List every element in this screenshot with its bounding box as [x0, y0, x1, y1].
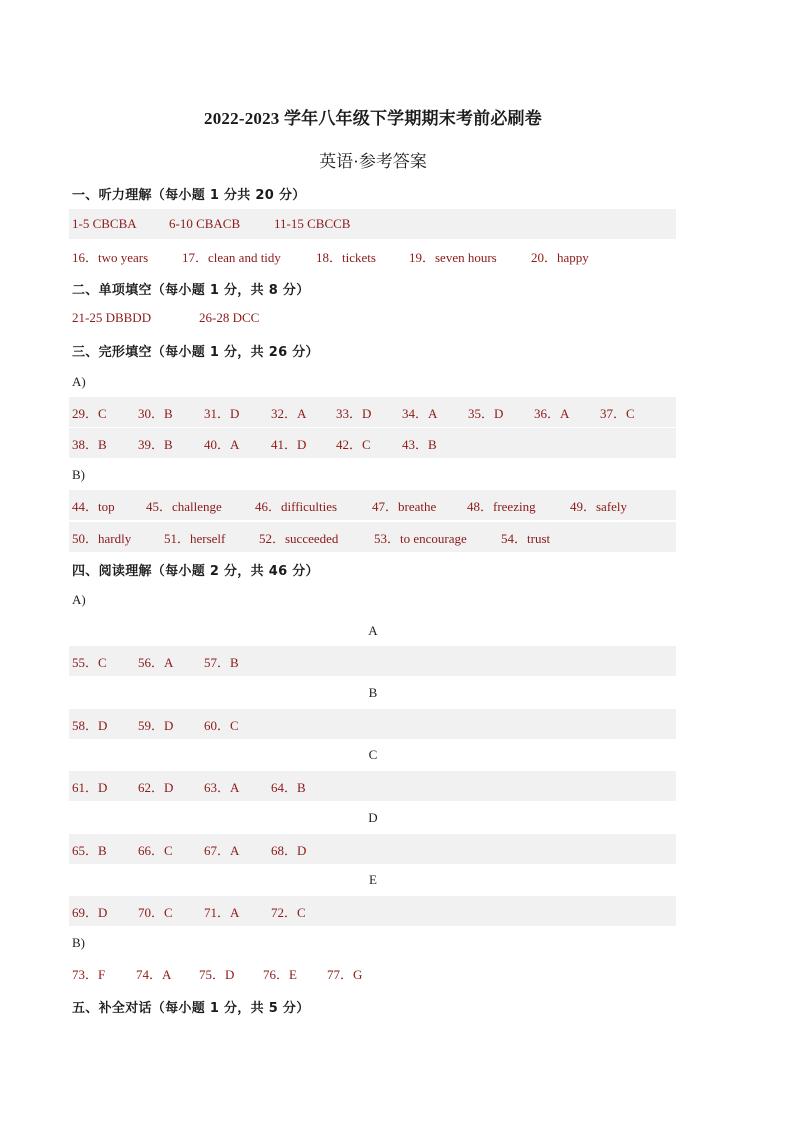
answer-item: 42．C: [336, 436, 371, 452]
answer-item: 45．challenge: [146, 498, 222, 514]
answer-item: 76．E: [263, 966, 297, 982]
passage-label-d: D: [368, 810, 378, 825]
answer-item: 18．tickets: [316, 249, 376, 265]
answer-item: 68．D: [271, 842, 307, 858]
answer-item: 71．A: [204, 904, 240, 920]
answer-row-passage-b: [69, 709, 676, 739]
answer-item: 54．trust: [501, 530, 551, 546]
answer-item: 39．B: [138, 436, 173, 452]
part-label-a: A): [72, 592, 86, 607]
answer-item: 62．D: [138, 779, 174, 795]
answer-item: 1-5 CBCBA: [72, 216, 137, 231]
answer-item: 36．A: [534, 405, 570, 421]
answer-item: 19．seven hours: [409, 249, 497, 265]
answer-item: 16．two years: [72, 249, 149, 265]
answer-item: 50．hardly: [72, 530, 132, 546]
answer-item: 66．C: [138, 842, 173, 858]
answer-row-cloze-b-1: [69, 490, 676, 520]
section-heading-dialogue: 五、补全对话（每小题 1 分，共 5 分）: [72, 1001, 310, 1016]
answer-row-passage-d: [69, 834, 676, 864]
answer-item: 43．B: [402, 436, 437, 452]
part-label-b: B): [72, 935, 85, 950]
section-heading-cloze: 三、完形填空（每小题 1 分，共 26 分）: [72, 345, 319, 360]
passage-label-e: E: [369, 872, 377, 887]
answer-item: 61．D: [72, 779, 108, 795]
passage-label-c: C: [368, 747, 378, 762]
answer-item: 70．C: [138, 904, 173, 920]
answer-item: 33．D: [336, 405, 372, 421]
answer-row-cloze-b-2: [69, 522, 676, 552]
answer-item: 58．D: [72, 717, 108, 733]
answer-row-listening-1: [69, 209, 676, 239]
answer-row-passage-a: [69, 646, 676, 676]
answer-item: 55．C: [72, 654, 107, 670]
answer-row-passage-c: [69, 771, 676, 801]
answer-item: 65．B: [72, 842, 107, 858]
answer-item: 64．B: [271, 779, 306, 795]
answer-item: 17．clean and tidy: [182, 249, 281, 265]
answer-item: 77．G: [327, 966, 363, 982]
answer-item: 20．happy: [531, 249, 589, 265]
answer-item: 30．B: [138, 405, 173, 421]
answer-row-cloze-a-2: [69, 428, 676, 458]
section-heading-reading: 四、阅读理解（每小题 2 分，共 46 分）: [72, 564, 319, 579]
passage-label-a: A: [368, 623, 378, 638]
answer-row-listening-2: [69, 241, 676, 271]
answer-item: 51．herself: [164, 530, 226, 546]
page-subtitle: 英语·参考答案: [319, 152, 427, 171]
answer-item: 74．A: [136, 966, 172, 982]
answer-item: 35．D: [468, 405, 504, 421]
section-heading-listening: 一、听力理解（每小题 1 分共 20 分）: [72, 188, 306, 203]
answer-row-passage-e: [69, 896, 676, 926]
answer-item: 53．to encourage: [374, 530, 467, 546]
part-label-b: B): [72, 467, 85, 482]
answer-item: 67．A: [204, 842, 240, 858]
answer-item: 46．difficulties: [255, 498, 338, 514]
answer-item: 40．A: [204, 436, 240, 452]
answer-item: 72．C: [271, 904, 306, 920]
answer-item: 75．D: [199, 966, 235, 982]
answer-item: 52．succeeded: [259, 530, 339, 546]
answer-item: 56．A: [138, 654, 174, 670]
answer-item: 41．D: [271, 436, 307, 452]
answer-item: 34．A: [402, 405, 438, 421]
answer-item: 21-25 DBBDD: [72, 310, 152, 325]
part-label-a: A): [72, 374, 86, 389]
answer-item: 60．C: [204, 717, 239, 733]
passage-label-b: B: [368, 685, 378, 700]
page-title: 2022-2023 学年八年级下学期期末考前必刷卷: [204, 109, 542, 128]
answer-row-cloze-a-1: [69, 397, 676, 427]
answer-item: 11-15 CBCCB: [274, 216, 351, 231]
answer-item: 31．D: [204, 405, 240, 421]
answer-row-single-choice: [69, 303, 676, 333]
answer-row-reading-b: [69, 958, 676, 988]
answer-item: 38．B: [72, 436, 107, 452]
answer-item: 44．top: [72, 498, 115, 514]
answer-item: 63．A: [204, 779, 240, 795]
answer-item: 47．breathe: [372, 498, 437, 514]
answer-item: 59．D: [138, 717, 174, 733]
answer-item: 26-28 DCC: [199, 310, 260, 325]
answer-item: 32．A: [271, 405, 307, 421]
answer-item: 69．D: [72, 904, 108, 920]
answer-item: 73．F: [72, 966, 106, 982]
answer-item: 29．C: [72, 405, 107, 421]
answer-item: 6-10 CBACB: [169, 216, 241, 231]
answer-item: 49．safely: [570, 498, 628, 514]
answer-item: 57．B: [204, 654, 239, 670]
answer-item: 48．freezing: [467, 498, 536, 514]
answer-item: 37．C: [600, 405, 635, 421]
section-heading-single-choice: 二、单项填空（每小题 1 分，共 8 分）: [72, 283, 310, 298]
